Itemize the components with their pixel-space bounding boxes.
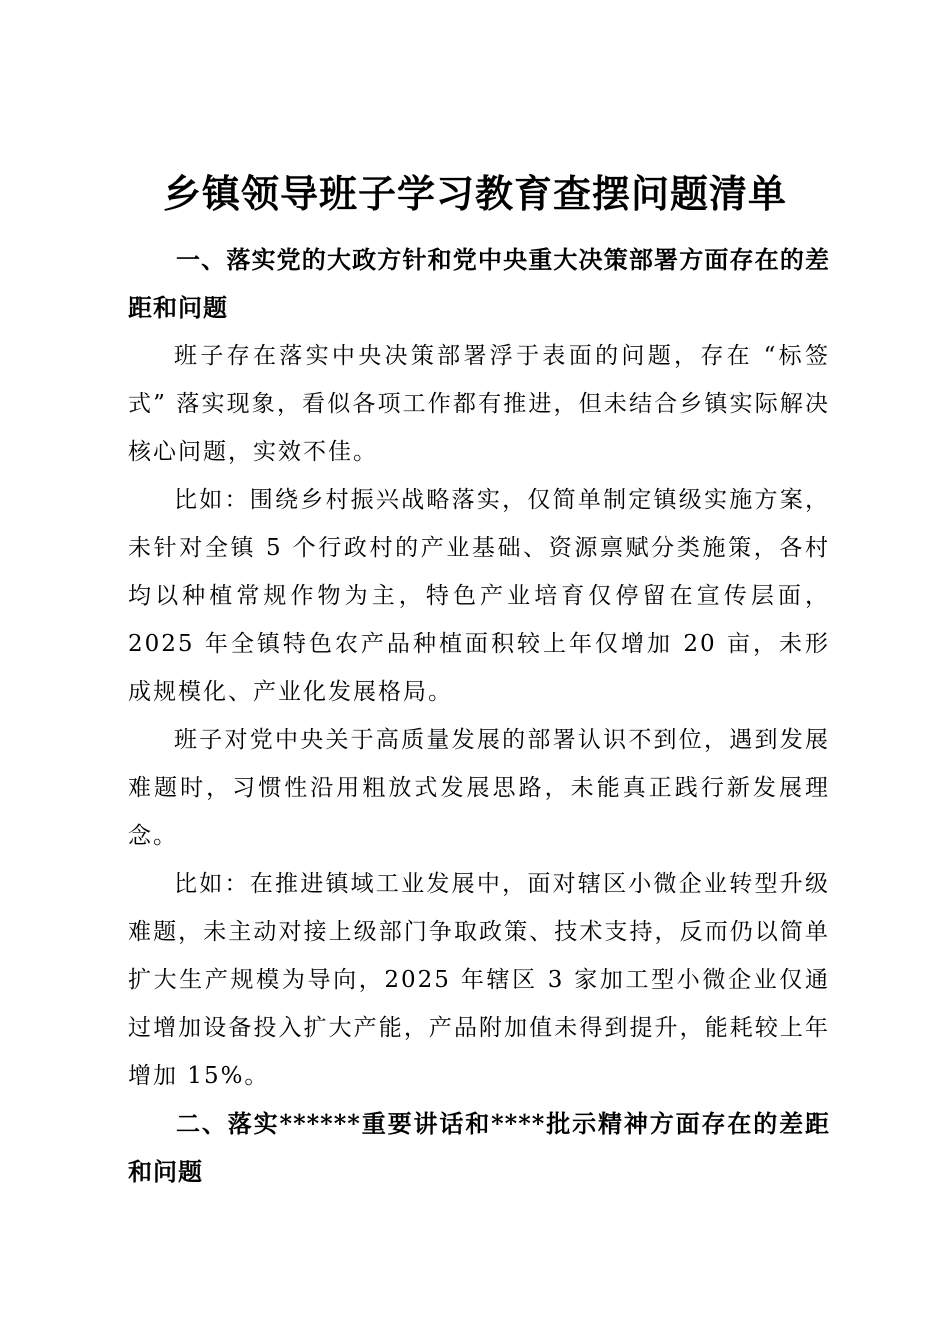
document-body — [128, 236, 830, 1196]
document-title: 乡镇领导班子学习教育查摆问题清单 — [162, 171, 787, 216]
section-1-heading: 一、落实党的大政方针和党中央重大决策部署方面存在的差距和问题 — [128, 245, 830, 322]
section-1-paragraph-4: 比如：在推进镇域工业发展中，面对辖区小微企业转型升级难题，未主动对接上级部门争取政策、技术支持，反而仍以简单扩大生产规模为导向，2025 年辖区 3 家加工型小微企业仅通过增加设备投入扩大产能，产品附加值未得到提升，能耗较上年增加 15%。 — [128, 871, 830, 1089]
section-2-heading: 二、落实******重要讲话和****批示精神方面存在的差距和问题 — [128, 1109, 830, 1186]
section-1-paragraph-2: 比如：围绕乡村振兴战略落实，仅简单制定镇级实施方案，未针对全镇 5 个行政村的产业基础、资源禀赋分类施策，各村均以种植常规作物为主，特色产业培育仅停留在宣传层面，2025 年全镇特色农产品种植面积较上年仅增加 20 亩，未形成规模化、产业化发展格局。 — [128, 487, 830, 705]
section-1-paragraph-1: 班子存在落实中央决策部署浮于表面的问题，存在 “标签式” 落实现象，看似各项工作都有推进，但未结合乡镇实际解决核心问题，实效不佳。 — [128, 343, 830, 465]
section-1-paragraph-3: 班子对党中央关于高质量发展的部署认识不到位，遇到发展难题时，习惯性沿用粗放式发展思路，未能真正践行新发展理念。 — [128, 727, 830, 849]
